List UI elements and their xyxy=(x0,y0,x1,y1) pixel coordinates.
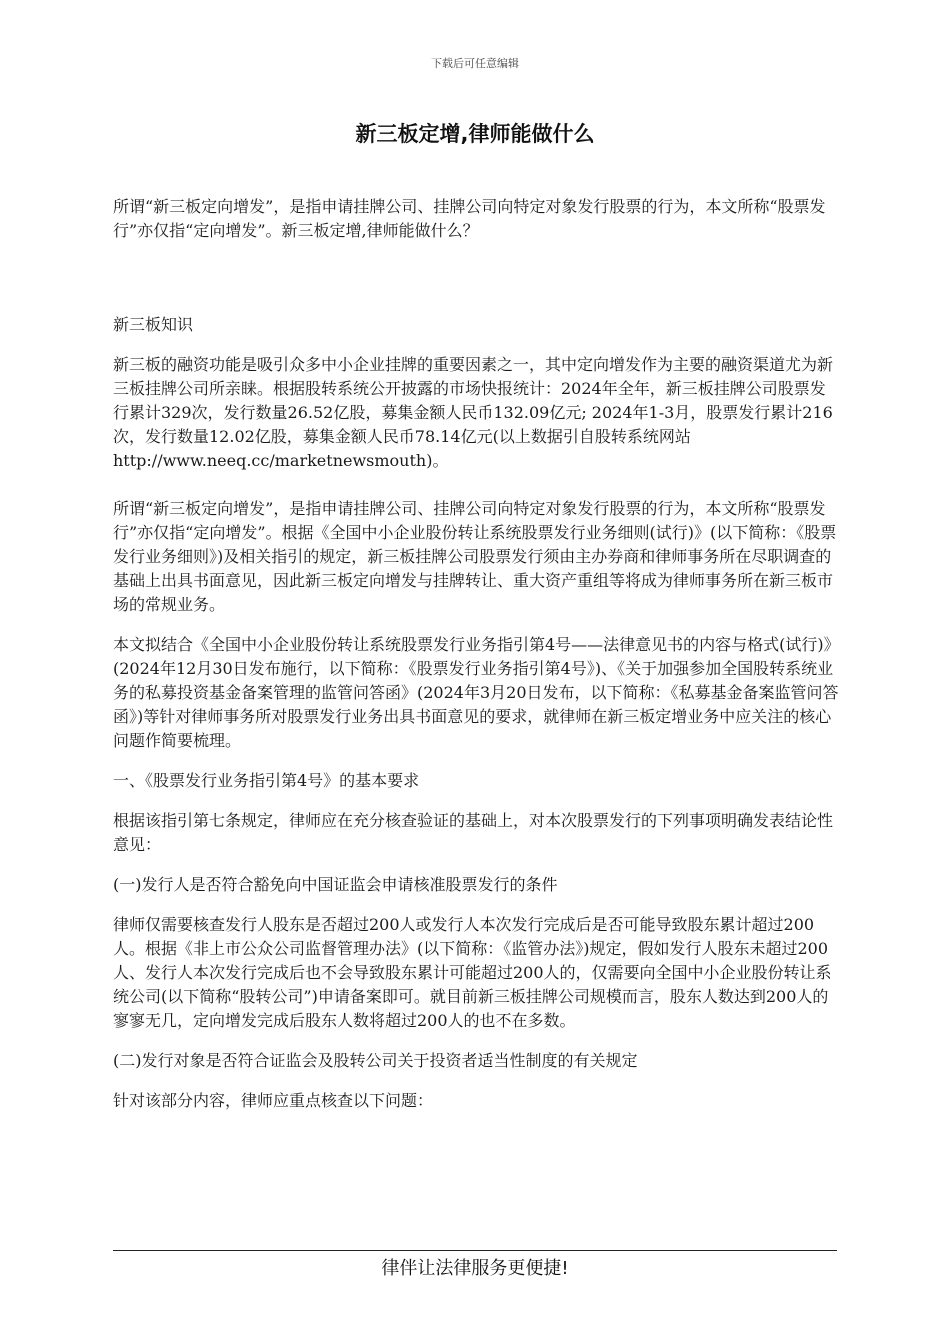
section-heading-knowledge: 新三板知识 xyxy=(113,315,194,334)
document-body xyxy=(113,195,840,1113)
paragraph-shareholder-check: 律师仅需要核查发行人股东是否超过200人或发行人本次发行完成后是否可能导致股东累计超过200人。根据《非上市公众公司监督管理办法》(以下简称：《监管办法》)规定，假如发行人股东未超过200人、发行人本次发行完成后也不会导致股东累计可能超过200人的，仅需要向全国中小企业股份转让系统公司(以下简称“股转公司”)申请备案即可。就目前新三板挂牌公司规模而言，股东人数达到200人的寥寥无几，定向增发完成后股东人数将超过200人的也不在多数。 xyxy=(113,915,832,1030)
paragraph-article-seven: 根据该指引第七条规定，律师应在充分核查验证的基础上，对本次股票发行的下列事项明确发表结论性意见： xyxy=(113,811,834,854)
subheading-item-one: (一)发行人是否符合豁免向中国证监会申请核准股票发行的条件 xyxy=(113,875,558,894)
paragraph-scope: 本文拟结合《全国中小企业股份转让系统股票发行业务指引第4号——法律意见书的内容与格式(试行)》(2024年12月30日发布施行，以下简称：《股票发行业务指引第4号》)、《关于加强参加全国股转系统业务的私募投资基金备案管理的监管问答函》(2024年3月20日发布，以下简称：《私募基金备案监管问答函》)等针对律师事务所对股票发行业务出具书面意见的要求，就律师在新三板定增业务中应关注的核心问题作简要梳理。 xyxy=(113,635,840,750)
paragraph-financing-stats: 新三板的融资功能是吸引众多中小企业挂牌的重要因素之一，其中定向增发作为主要的融资渠道尤为新三板挂牌公司所亲睐。根据股转系统公开披露的市场快报统计：2024年全年，新三板挂牌公司股票发行累计329次，发行数量26.52亿股，募集金额人民币132.09亿元; 2024年1-3月，股票发行累计216次，发行数量12.02亿股，募集金额人民币78.14亿元(以上数据引自股转系统网站http://www.neeq.cc/marketnewsmouth)。 xyxy=(113,355,834,470)
intro-paragraph: 所谓“新三板定向增发”，是指申请挂牌公司、挂牌公司向特定对象发行股票的行为，本文所称“股票发行”亦仅指“定向增发”。新三板定增,律师能做什么？ xyxy=(113,197,826,240)
footer-divider xyxy=(113,1250,837,1251)
page-title: 新三板定增,律师能做什么 xyxy=(355,122,595,146)
subheading-item-two: (二)发行对象是否符合证监会及股转公司关于投资者适当性制度的有关规定 xyxy=(113,1051,638,1070)
paragraph-key-checks: 针对该部分内容，律师应重点核查以下问题： xyxy=(113,1091,434,1110)
section-heading-one: 一、《股票发行业务指引第4号》的基本要求 xyxy=(113,771,420,790)
paragraph-definition: 所谓“新三板定向增发”，是指申请挂牌公司、挂牌公司向特定对象发行股票的行为，本文所称“股票发行”亦仅指“定向增发”。根据《全国中小企业股份转让系统股票发行业务细则(试行)》(以下简称：《股票发行业务细则》)及相关指引的规定，新三板挂牌公司股票发行须由主办券商和律师事务所在尽职调查的基础上出具书面意见，因此新三板定向增发与挂牌转让、重大资产重组等将成为律师事务所在新三板市场的常规业务。 xyxy=(113,499,837,614)
footer-slogan: 律伴让法律服务更便捷! xyxy=(381,1258,569,1279)
header-note: 下载后可任意编辑 xyxy=(431,57,519,70)
